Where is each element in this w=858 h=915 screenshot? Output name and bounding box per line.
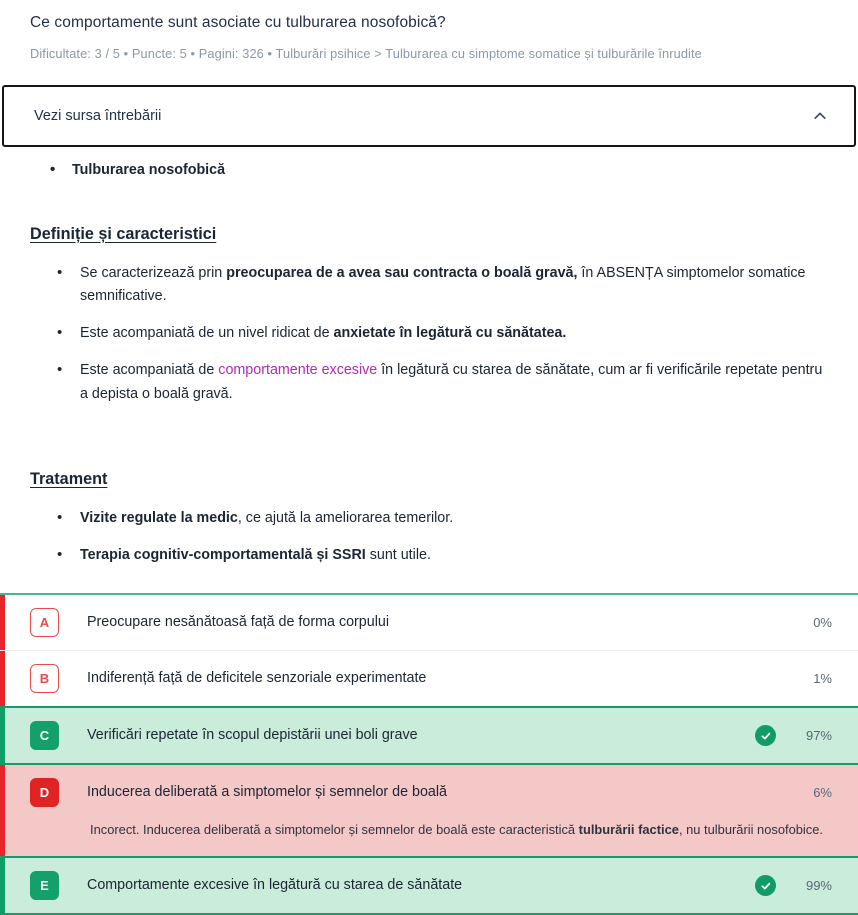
option-meta xyxy=(755,725,832,746)
emphasis-text: Vizite regulate la medic xyxy=(80,509,238,526)
option-explanation xyxy=(0,820,858,856)
option-status-strip xyxy=(0,708,5,763)
emphasis-text: Terapia cognitiv-comportamentală și SSRI xyxy=(80,546,366,563)
option-percent: 0% xyxy=(813,615,832,631)
answer-option-c[interactable] xyxy=(0,706,858,765)
option-meta xyxy=(798,785,832,800)
option-row[interactable] xyxy=(0,708,858,763)
option-status-strip xyxy=(0,765,5,856)
body-text: în legătură cu starea de sănătate, cum ar fi verificările repetate pentru a depista o boală gravă. xyxy=(80,362,823,402)
option-text: Comportamente excesive în legătură cu starea de sănătate xyxy=(87,877,463,894)
emphasis-text: tulburării factice xyxy=(578,822,679,838)
definition-heading: Definiție și caracteristici xyxy=(30,224,217,243)
option-percent: 6% xyxy=(813,785,832,801)
body-text: sunt utile. xyxy=(365,546,431,563)
option-percent: 99% xyxy=(805,878,832,894)
option-text: Inducerea deliberată a simptomelor și semnelor de boală xyxy=(87,784,448,801)
option-letter-badge: B xyxy=(30,664,59,693)
chevron-up-icon[interactable] xyxy=(812,108,828,124)
option-text: Preocupare nesănătoasă față de forma corpului xyxy=(87,614,390,631)
source-content xyxy=(0,147,858,567)
body-text: Este acompaniată de xyxy=(80,362,219,379)
option-status-strip xyxy=(0,858,5,913)
option-status-strip xyxy=(0,651,5,706)
body-text: , ce ajută la ameliorarea temerilor. xyxy=(237,509,454,526)
question-meta: Dificultate: 3 / 5 • Puncte: 5 • Pagini: 326 • Tulburări psihice > Tulburarea cu simptome somatice și tulburările înrudite xyxy=(30,45,702,61)
answer-option-b[interactable] xyxy=(0,650,858,706)
answer-option-a[interactable] xyxy=(0,595,858,650)
option-percent: 97% xyxy=(805,728,832,744)
option-percent: 1% xyxy=(813,671,832,687)
source-accordion-header[interactable] xyxy=(2,85,856,147)
body-text: Este acompaniată de un nivel ridicat de xyxy=(80,325,334,342)
list-item xyxy=(54,322,828,345)
check-circle-icon xyxy=(755,725,776,746)
option-row[interactable] xyxy=(0,651,858,706)
question-title: Ce comportamente sunt asociate cu tulburarea nosofobică? xyxy=(30,14,446,31)
emphasis-text: preocuparea de a avea sau contracta o boală gravă, xyxy=(226,264,578,281)
definition-list xyxy=(30,262,828,406)
list-item xyxy=(54,507,828,530)
treatment-list xyxy=(30,507,828,567)
option-meta xyxy=(798,615,832,630)
body-text: Se caracterizează prin xyxy=(80,264,227,281)
body-text: în ABSENȚA simptomelor somatice semnificative. xyxy=(80,264,806,305)
answer-option-d[interactable] xyxy=(0,765,858,856)
list-item xyxy=(54,544,828,567)
question-header xyxy=(0,0,858,63)
highlight-text: comportamente excesive xyxy=(218,362,378,379)
list-item xyxy=(54,262,828,308)
option-row[interactable] xyxy=(0,595,858,650)
body-text: , nu tulburării nosofobice. xyxy=(678,822,823,838)
source-lead-item: • Tulburarea nosofobică xyxy=(48,159,828,181)
option-status-strip xyxy=(0,595,5,650)
option-letter-badge: E xyxy=(30,871,59,900)
option-row[interactable] xyxy=(0,765,858,820)
body-text: Incorect. Inducerea deliberată a simptomelor și semnelor de boală este caracteristică xyxy=(90,822,579,838)
check-circle-icon xyxy=(755,875,776,896)
emphasis-text: anxietate în legătură cu sănătatea. xyxy=(333,325,567,342)
answer-options xyxy=(0,593,858,915)
option-meta xyxy=(798,671,832,686)
list-item xyxy=(54,359,828,405)
option-letter-badge: D xyxy=(30,778,59,807)
answer-option-e[interactable] xyxy=(0,856,858,915)
treatment-section xyxy=(30,448,828,567)
source-lead-list xyxy=(30,159,828,181)
option-letter-badge: A xyxy=(30,608,59,637)
option-text: Verificări repetate în scopul depistării unei boli grave xyxy=(87,727,418,744)
option-row[interactable] xyxy=(0,858,858,913)
definition-section xyxy=(30,203,828,406)
source-accordion-label: Vezi sursa întrebării xyxy=(34,107,162,124)
option-letter-badge: C xyxy=(30,721,59,750)
option-text: Indiferență față de deficitele senzoriale experimentate xyxy=(87,670,427,687)
option-meta xyxy=(755,875,832,896)
treatment-heading: Tratament xyxy=(30,469,108,488)
